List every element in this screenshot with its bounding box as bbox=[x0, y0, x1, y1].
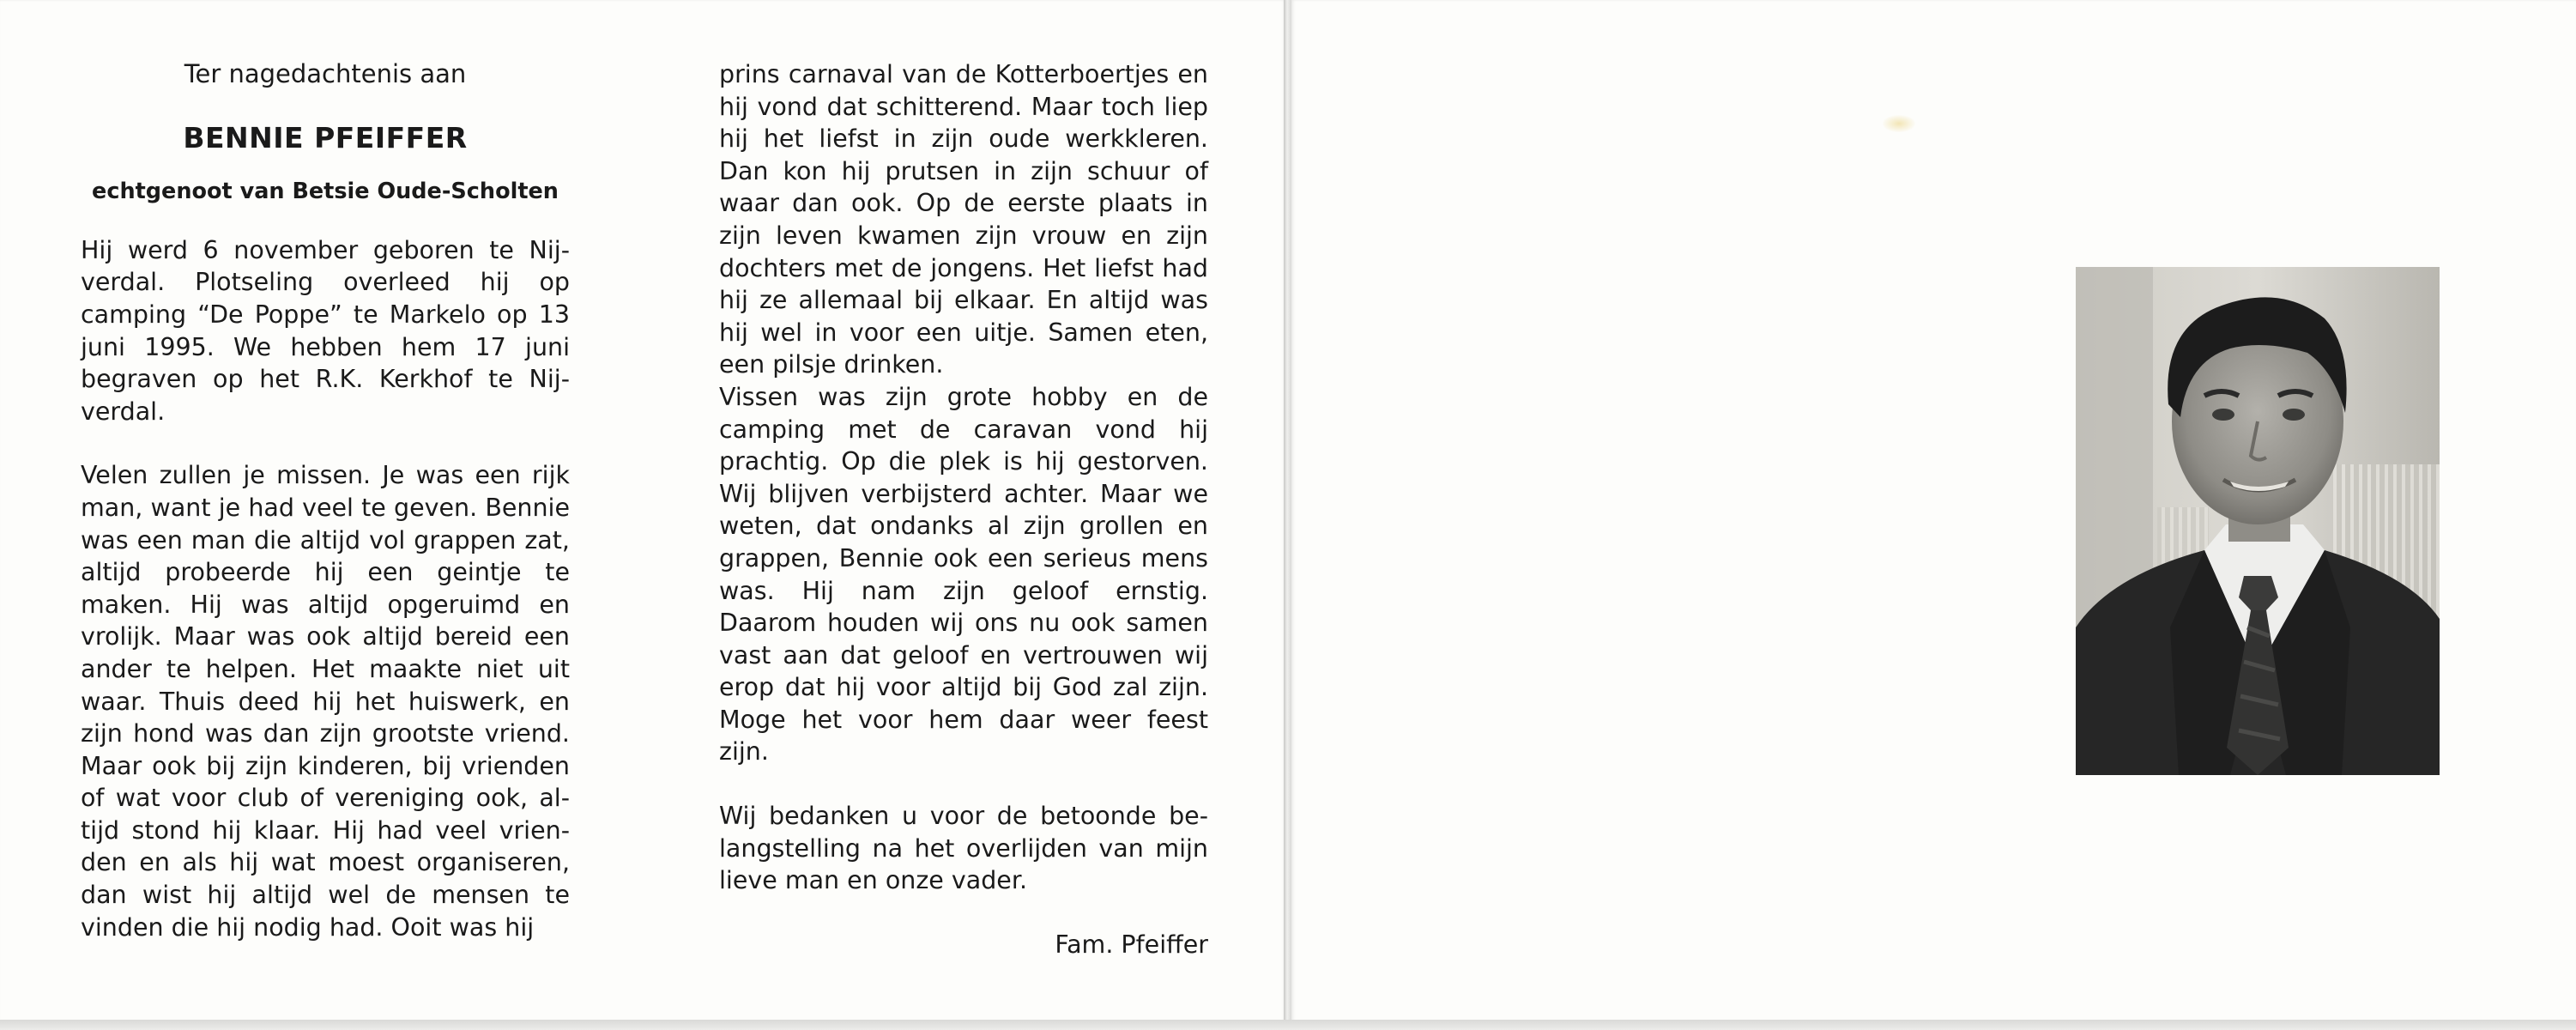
card-text-panel bbox=[0, 0, 1285, 1023]
paper-stain bbox=[1883, 115, 1915, 132]
portrait-photo bbox=[2076, 267, 2440, 775]
thanks-paragraph: Wij bedanken u voor de betoonde belangstelling na het overlijden van mijn lieve man en onze vader. bbox=[719, 802, 1208, 895]
biography-paragraph-1: Hij werd 6 november geboren te Nijverdal. Plotseling overleed hij op camping “De Poppe” te Markelo op 13 juni 1995. We hebben hem 17 juni begraven op het R.K. Kerkhof te Nijverdal. bbox=[81, 235, 570, 426]
left-text-column bbox=[81, 58, 570, 943]
biography-paragraph-2: Velen zullen je missen. Je was een rijk man, want je had veel te geven. Bennie was een man die altijd vol grappen zat, altijd probeerde hij een geintje te maken. Hij was altijd opgeruimd en vrolijk. Maar was ook altijd bereid een ander te helpen. Het maakte niet uit waar. Thuis deed hij het huiswerk, en zijn hond was dan zijn grootste vriend. Maar ook bij zijn kinderen, bij vrienden of wat voor club of vereniging ook, altijd stond hij klaar. Hij had veel vrienden en als hij wat moest organiseren, dan wist hij altijd wel de mensen te vinden die hij nodig had. Ooit was hij bbox=[81, 461, 570, 942]
deceased-name: BENNIE PFEIFFER bbox=[183, 120, 468, 154]
intro-line: Ter nagedachtenis aan bbox=[184, 59, 467, 88]
spouse-line: echtgenoot van Betsie Oude-Scholten bbox=[92, 179, 559, 205]
scan-bottom-edge bbox=[0, 1020, 2576, 1030]
biography-paragraph-3: prins carnaval van de Kotterboertjes en hij vond dat schitterend. Maar toch liep hij het liefst in zijn oude werkkleren. Dan kon hij prutsen in zijn schuur of waar dan ook. Op de eerste plaats in zijn leven kwamen zijn vrouw en zijn dochters met de jongens. Het liefst had hij ze allemaal bij elkaar. En altijd was hij wel in voor een uitje. Samen eten, een pilsje drinken. bbox=[719, 60, 1208, 379]
biography-paragraph-4: Vissen was zijn grote hobby en de camping met de caravan vond hij prachtig. Op die plek is hij gestorven. Wij blijven verbijsterd achter. Maar we weten, dat ondanks al zijn grollen en grappen, Bennie ook een serieus mens was. Hij nam zijn geloof ernstig. Daarom houden wij ons nu ook samen vast aan dat geloof en vertrouwen wij erop dat hij voor altijd bij God zal zijn. Moge het voor hem daar weer feest zijn. bbox=[719, 382, 1208, 766]
right-text-column bbox=[719, 58, 1208, 960]
family-signature: Fam. Pfeiffer bbox=[1055, 930, 1208, 959]
